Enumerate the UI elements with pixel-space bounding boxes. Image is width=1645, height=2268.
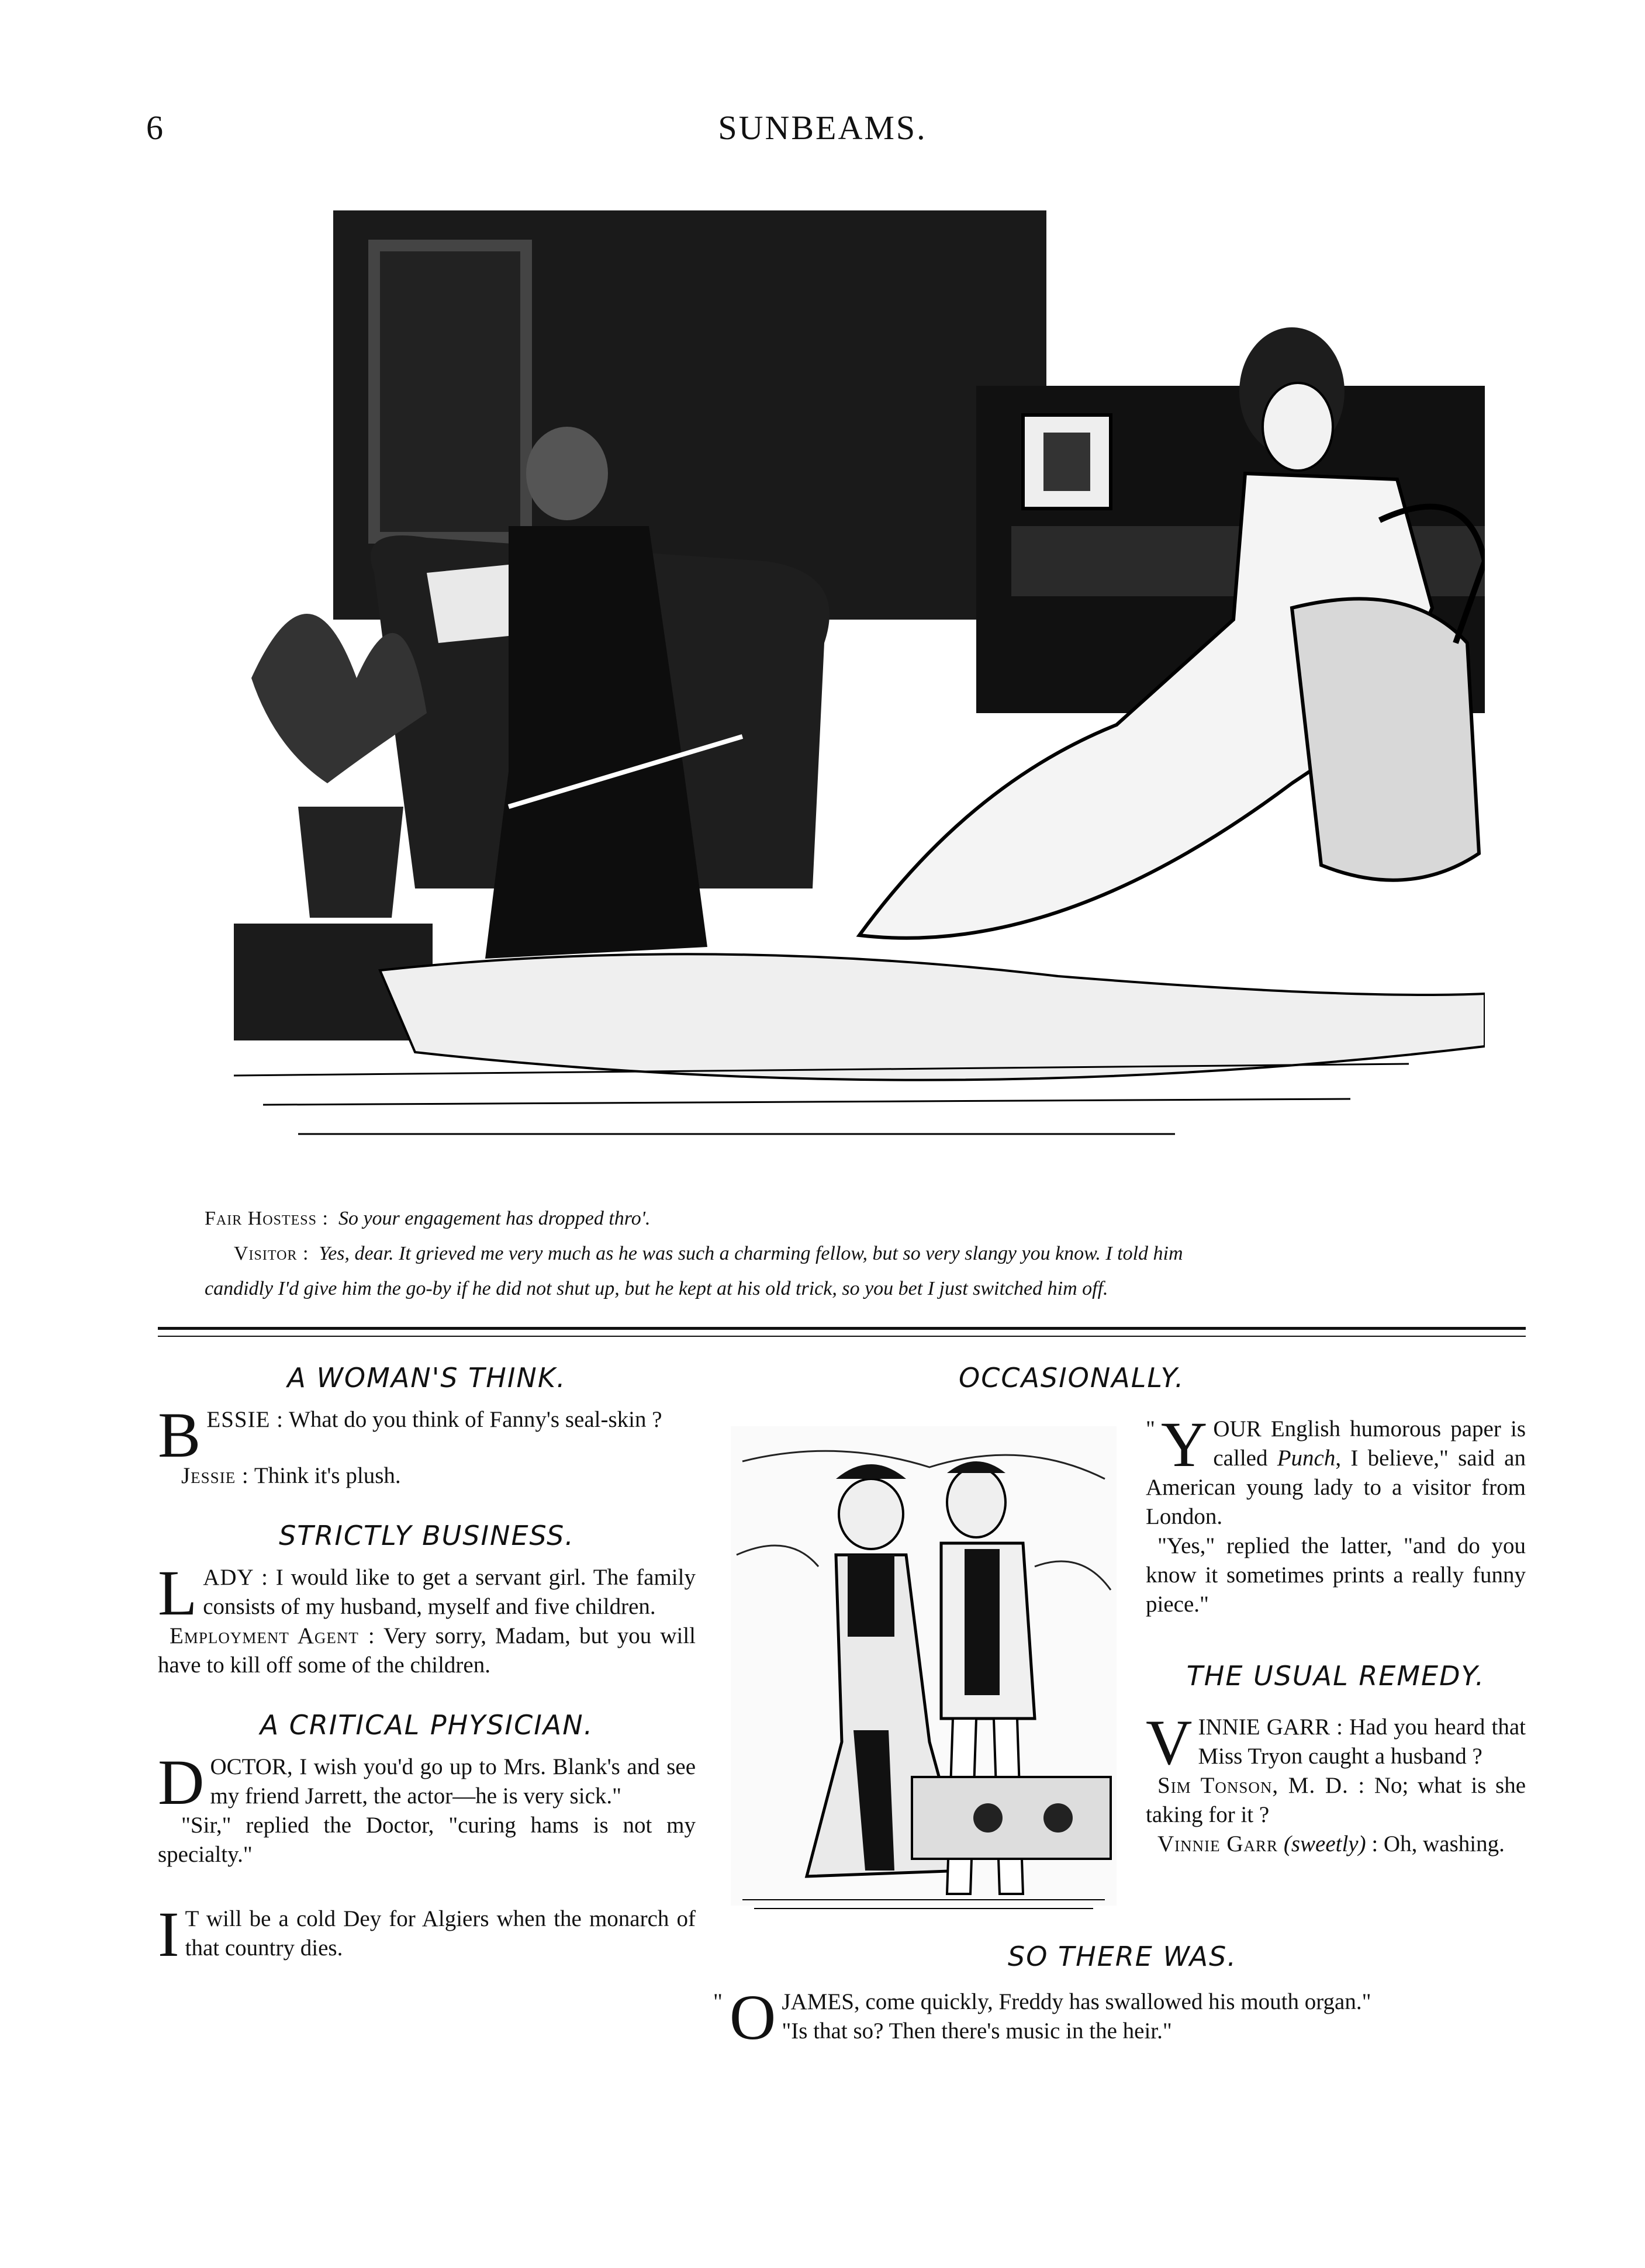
usual-remedy-body xyxy=(1146,1707,1526,1859)
heading-usual-remedy: THE USUAL REMEDY. xyxy=(1186,1660,1485,1692)
remedy-line-2: No; what is she taking for it ? xyxy=(1146,1773,1526,1827)
so-there-was-body: " O JAMES, come quickly, Freddy has swallowed his mouth organ." "Is that so? Then there's music in the heir." xyxy=(713,1987,1526,2046)
drop-cap-i: I xyxy=(158,1899,179,1970)
caption-line-3 xyxy=(205,1271,1520,1306)
caption-line-2 xyxy=(205,1236,1520,1271)
strictly-business-body xyxy=(158,1557,696,1680)
caption-speaker-hostess: Fair Hostess : xyxy=(205,1208,329,1229)
remedy-line-1: INNIE GARR : Had you heard that Miss Tryon caught a husband ? xyxy=(1198,1714,1526,1769)
remedy-line-3: : Oh, washing. xyxy=(1366,1831,1505,1856)
drop-cap-y: Y xyxy=(1160,1409,1208,1480)
dey-line: T will be a cold Dey for Algiers when the monarch of that country dies. xyxy=(185,1906,696,1961)
heading-occasionally: OCCASIONALLY. xyxy=(959,1362,1185,1394)
parlour-illustration xyxy=(181,199,1485,1169)
section-divider-top xyxy=(158,1327,1526,1330)
caption-speaker-visitor: Visitor : xyxy=(234,1243,309,1264)
bessie-line: What do you think of Fanny's seal-skin ? xyxy=(283,1407,662,1432)
speaker-agent: Employment Agent : xyxy=(170,1623,375,1648)
punch-title: Punch xyxy=(1277,1446,1336,1471)
couple-illustration xyxy=(719,1415,1128,1923)
speaker-lady: ADY : xyxy=(203,1565,268,1590)
magazine-title: SUNBEAMS. xyxy=(718,109,927,147)
heading-woman-think: A WOMAN'S THINK. xyxy=(287,1362,566,1394)
drop-cap-v: V xyxy=(1146,1707,1193,1778)
page-number: 6 xyxy=(146,109,163,147)
lady-line: I would like to get a servant girl. The family consists of my husband, myself and five children. xyxy=(203,1565,696,1619)
so-there-was-line-1: JAMES, come quickly, Freddy has swallowed his mouth organ." xyxy=(782,1989,1371,2014)
critical-physician-body xyxy=(158,1747,696,1869)
speaker-jessie: Jessie : xyxy=(181,1463,249,1488)
occasionally-line-2: "Yes," replied the latter, "and do you know it sometimes prints a really funny piece." xyxy=(1146,1533,1526,1617)
occasionally-body: " Y OUR English humorous paper is called Punch, I believe," said an American young lady to a visitor from London. "Yes," replied the latter, "and do you know it sometimes prints a really funny piece." xyxy=(1146,1409,1526,1617)
drop-cap-l: L xyxy=(158,1557,198,1629)
left-column xyxy=(158,1362,696,1970)
speaker-sim-tonson: Sim Tonson, M. D. : xyxy=(1157,1773,1366,1798)
caption-text-3: candidly I'd give him the go-by if he did not shut up, but he kept at his old trick, so you bet I just switched him off. xyxy=(205,1278,1108,1299)
drop-cap-o: O xyxy=(729,1982,776,2053)
heading-so-there-was: SO THERE WAS. xyxy=(1008,1941,1237,1972)
jessie-line: Think it's plush. xyxy=(248,1463,401,1488)
section-divider-bottom xyxy=(158,1336,1526,1337)
caption-text-2: Yes, dear. It grieved me very much as he was such a charming fellow, but so very slangy you know. I told him xyxy=(319,1243,1183,1264)
caption-text-1: So your engagement has dropped thro'. xyxy=(338,1208,651,1229)
physician-line-2: "Sir," replied the Doctor, "curing hams is not my specialty." xyxy=(158,1813,696,1867)
occasionally-line-a: OUR English humorous paper is called xyxy=(1213,1416,1526,1471)
remedy-aside: (sweetly) xyxy=(1283,1831,1366,1856)
occasionally-line-b: , I believe," said an American young lady to a visitor from London. xyxy=(1146,1446,1526,1529)
speaker-bessie: ESSIE : xyxy=(206,1407,284,1432)
so-there-was-line-2: "Is that so? Then there's music in the heir." xyxy=(782,2018,1172,2044)
woman-think-body xyxy=(158,1399,696,1491)
agent-line: Very sorry, Madam, but you will have to kill off some of the children. xyxy=(158,1623,696,1678)
caption-line-1 xyxy=(205,1201,1520,1236)
drop-cap-b: B xyxy=(158,1399,201,1471)
speaker-vinnie-garr: Vinnie Garr xyxy=(1157,1831,1278,1856)
drop-cap-d: D xyxy=(158,1747,205,1818)
heading-strictly-business: STRICTLY BUSINESS. xyxy=(279,1520,575,1551)
illustration-caption xyxy=(205,1201,1520,1306)
dey-joke xyxy=(158,1899,696,1970)
physician-line-1: OCTOR, I wish you'd go up to Mrs. Blank's and see my friend Jarrett, the actor—he is very sick." xyxy=(210,1754,696,1809)
heading-critical-physician: A CRITICAL PHYSICIAN. xyxy=(260,1709,594,1741)
